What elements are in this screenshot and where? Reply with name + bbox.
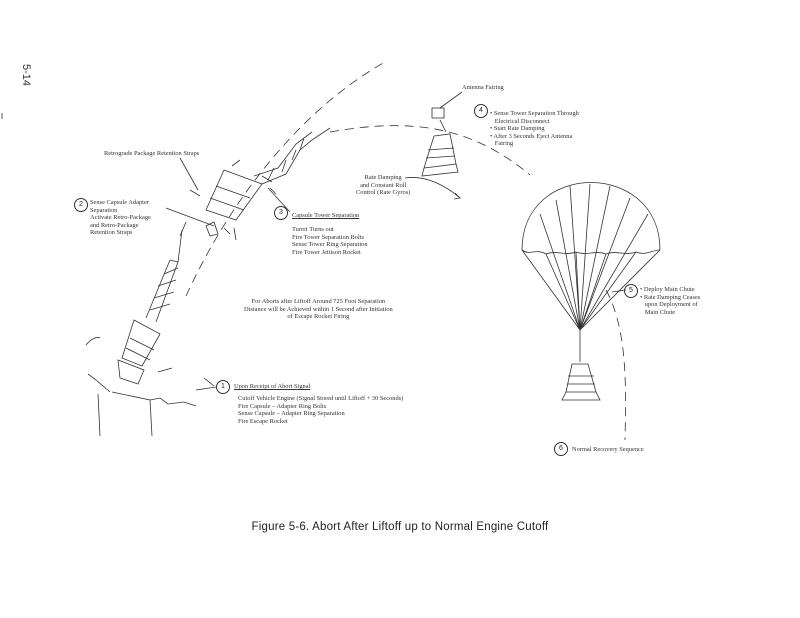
step-4-badge: 4 — [474, 104, 488, 118]
capsule-with-tower-middle — [206, 128, 330, 220]
leader-step1 — [196, 387, 216, 390]
adapter-pieces — [190, 190, 236, 240]
step-1-title: Upon Receipt of Abort Signal — [234, 383, 311, 390]
step-1-badge: 1 — [216, 380, 230, 394]
step-1-text: Cutoff Vehicle Engine (Signal Stored until Liftoff + 30 Seconds) Fire Capsule – Adapter Ring Bolts Sense Capsule – Adapter Ring Separation Fire Escape Rocket — [238, 395, 404, 425]
step-4-text: • Sense Tower Separation Through Electrical Disconnect • Start Rate Damping • After 3 Seconds Eject Antenna Fairing — [490, 110, 579, 148]
step-6-text: Normal Recovery Sequence — [572, 446, 644, 453]
step-3-text: Turret Turns out Fire Tower Separation Bolts Sense Tower Ring Separation Fire Tower Jettison Rocket — [292, 226, 368, 256]
leader-step2 — [166, 208, 214, 226]
trajectory-descent — [606, 290, 626, 440]
figure-caption: Figure 5-6. Abort After Liftoff up to Normal Engine Cutoff — [251, 521, 549, 533]
antenna-fairing-label: Antenna Fairing — [462, 84, 504, 91]
capsule-with-tower-lower — [118, 222, 186, 384]
step-5-badge: 5 — [624, 284, 638, 298]
retrograde-straps-label: Retrograde Package Retention Straps — [104, 150, 200, 157]
leader-retention-straps — [180, 158, 198, 190]
step-6-badge: 6 — [554, 442, 568, 456]
leader-antenna — [440, 92, 462, 108]
step-3-title: Capsule Tower Separation — [292, 212, 360, 219]
capsule-antenna-fairing — [422, 108, 458, 176]
step-3-badge: 3 — [274, 206, 288, 220]
rate-damping-arrow — [405, 177, 460, 198]
step-2-text: Sense Capsule Adapter Separation Activate Retro-Package and Retro-Package Retention Straps — [90, 199, 151, 237]
step-5-text: • Deploy Main Chute • Rate Damping Ceases upon Deployment of Main Chute — [640, 286, 701, 316]
step-2-badge: 2 — [74, 198, 88, 212]
page-number: 5-14 — [20, 64, 32, 87]
aborts-note: For Aborts after Liftoff Around 725 Foot Separation Distance will be Achieved within 1 Second after Initiation of Escape Rocket Firing — [244, 298, 393, 321]
rate-damping-label: Rate Damping and Constant Roll Control (Rate Gyros) — [356, 174, 411, 197]
